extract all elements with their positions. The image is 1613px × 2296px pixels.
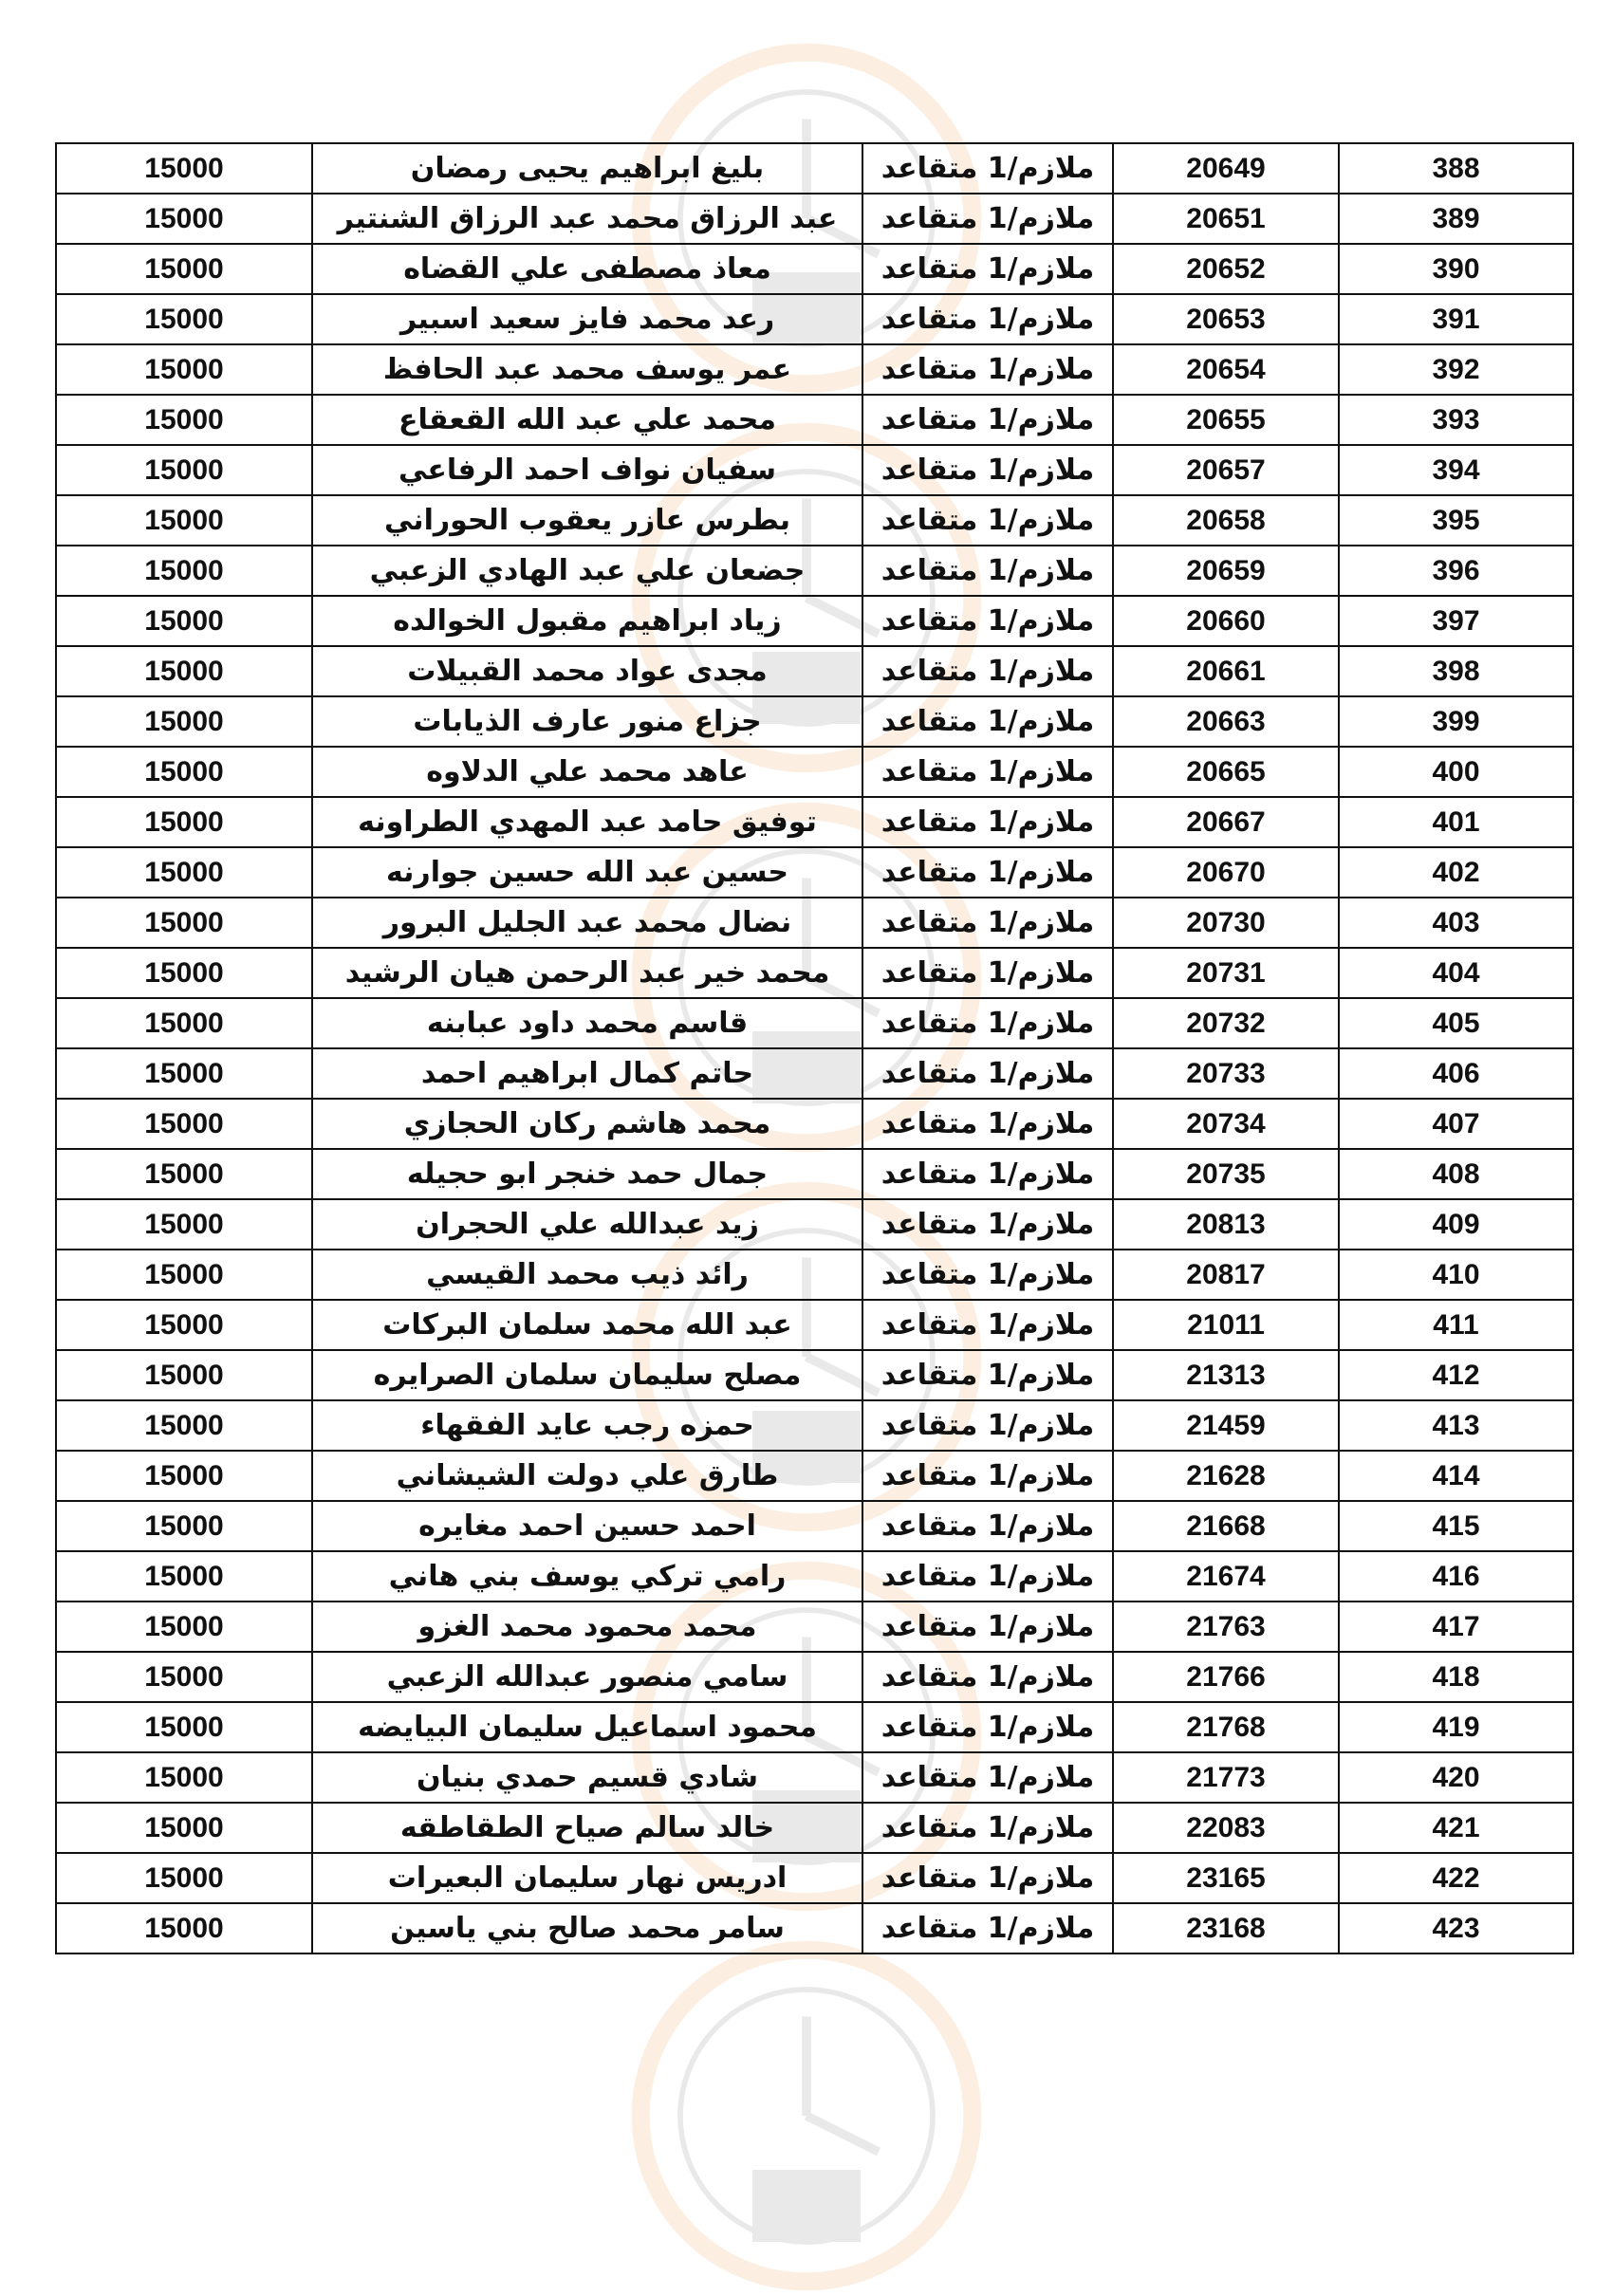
- rank-cell: ملازم/1 متقاعد: [862, 1752, 1113, 1803]
- amount-cell: 15000: [56, 1199, 312, 1250]
- table-row: [56, 194, 1573, 244]
- sequence-cell: 389: [1339, 194, 1573, 244]
- name-cell: زياد ابراهيم مقبول الخوالده: [312, 596, 862, 646]
- sequence-cell: 414: [1339, 1451, 1573, 1501]
- rank-cell: ملازم/1 متقاعد: [862, 596, 1113, 646]
- rank-cell: ملازم/1 متقاعد: [862, 1400, 1113, 1451]
- name-cell: محمد خير عبد الرحمن هيان الرشيد: [312, 948, 862, 998]
- sequence-cell: 420: [1339, 1752, 1573, 1803]
- table-row: [56, 1149, 1573, 1199]
- name-cell: محمود اسماعيل سليمان البيايضه: [312, 1702, 862, 1752]
- sequence-cell: 388: [1339, 143, 1573, 194]
- sequence-cell: 401: [1339, 797, 1573, 847]
- table-row: [56, 1903, 1573, 1953]
- table-row: [56, 1300, 1573, 1350]
- amount-cell: 15000: [56, 596, 312, 646]
- number-cell: 21459: [1113, 1400, 1339, 1451]
- number-cell: 20667: [1113, 797, 1339, 847]
- number-cell: 21766: [1113, 1652, 1339, 1702]
- number-cell: 21628: [1113, 1451, 1339, 1501]
- number-cell: 21763: [1113, 1602, 1339, 1652]
- sequence-cell: 403: [1339, 898, 1573, 948]
- number-cell: 21011: [1113, 1300, 1339, 1350]
- amount-cell: 15000: [56, 797, 312, 847]
- number-cell: 22083: [1113, 1803, 1339, 1853]
- name-cell: سامي منصور عبدالله الزعبي: [312, 1652, 862, 1702]
- sequence-cell: 399: [1339, 696, 1573, 747]
- table-row: [56, 998, 1573, 1048]
- rank-cell: ملازم/1 متقاعد: [862, 1551, 1113, 1602]
- name-cell: بليغ ابراهيم يحيى رمضان: [312, 143, 862, 194]
- sequence-cell: 421: [1339, 1803, 1573, 1853]
- number-cell: 20735: [1113, 1149, 1339, 1199]
- amount-cell: 15000: [56, 1400, 312, 1451]
- number-cell: 21768: [1113, 1702, 1339, 1752]
- rank-cell: ملازم/1 متقاعد: [862, 1602, 1113, 1652]
- table-row: [56, 495, 1573, 546]
- table-row: [56, 797, 1573, 847]
- rank-cell: ملازم/1 متقاعد: [862, 244, 1113, 294]
- number-cell: 21313: [1113, 1350, 1339, 1400]
- sequence-cell: 408: [1339, 1149, 1573, 1199]
- name-cell: شادي قسيم حمدي بنيان: [312, 1752, 862, 1803]
- rank-cell: ملازم/1 متقاعد: [862, 143, 1113, 194]
- amount-cell: 15000: [56, 395, 312, 445]
- sequence-cell: 407: [1339, 1099, 1573, 1149]
- table-row: [56, 1853, 1573, 1903]
- table-row: [56, 1250, 1573, 1300]
- table-row: [56, 344, 1573, 395]
- sequence-cell: 423: [1339, 1903, 1573, 1953]
- amount-cell: 15000: [56, 1350, 312, 1400]
- rank-cell: ملازم/1 متقاعد: [862, 1300, 1113, 1350]
- name-cell: جزاع منور عارف الذيابات: [312, 696, 862, 747]
- table-row: [56, 646, 1573, 696]
- name-cell: حمزه رجب عايد الفقهاء: [312, 1400, 862, 1451]
- table-row: [56, 1501, 1573, 1551]
- amount-cell: 15000: [56, 1903, 312, 1953]
- table-row: [56, 1602, 1573, 1652]
- amount-cell: 15000: [56, 244, 312, 294]
- sequence-cell: 395: [1339, 495, 1573, 546]
- sequence-cell: 418: [1339, 1652, 1573, 1702]
- number-cell: 20649: [1113, 143, 1339, 194]
- sequence-cell: 413: [1339, 1400, 1573, 1451]
- sequence-cell: 402: [1339, 847, 1573, 898]
- rank-cell: ملازم/1 متقاعد: [862, 1903, 1113, 1953]
- table-row: [56, 1551, 1573, 1602]
- amount-cell: 15000: [56, 948, 312, 998]
- number-cell: 20732: [1113, 998, 1339, 1048]
- table-row: [56, 747, 1573, 797]
- amount-cell: 15000: [56, 847, 312, 898]
- number-cell: 20658: [1113, 495, 1339, 546]
- table-row: [56, 1099, 1573, 1149]
- amount-cell: 15000: [56, 546, 312, 596]
- sequence-cell: 396: [1339, 546, 1573, 596]
- sequence-cell: 415: [1339, 1501, 1573, 1551]
- retirees-table: [55, 142, 1574, 1954]
- rank-cell: ملازم/1 متقاعد: [862, 495, 1113, 546]
- number-cell: 20659: [1113, 546, 1339, 596]
- number-cell: 23165: [1113, 1853, 1339, 1903]
- table-row: [56, 445, 1573, 495]
- table-row: [56, 948, 1573, 998]
- name-cell: عمر يوسف محمد عبد الحافظ: [312, 344, 862, 395]
- clock-logo-watermark-icon: [626, 1935, 987, 2296]
- sequence-cell: 406: [1339, 1048, 1573, 1099]
- amount-cell: 15000: [56, 1752, 312, 1803]
- name-cell: حسين عبد الله حسين جوارنه: [312, 847, 862, 898]
- name-cell: توفيق حامد عبد المهدي الطراونه: [312, 797, 862, 847]
- name-cell: معاذ مصطفى علي القضاه: [312, 244, 862, 294]
- table-row: [56, 1048, 1573, 1099]
- sequence-cell: 410: [1339, 1250, 1573, 1300]
- amount-cell: 15000: [56, 1803, 312, 1853]
- rank-cell: ملازم/1 متقاعد: [862, 1350, 1113, 1400]
- name-cell: رائد ذيب محمد القيسي: [312, 1250, 862, 1300]
- name-cell: حاتم كمال ابراهيم احمد: [312, 1048, 862, 1099]
- number-cell: 20655: [1113, 395, 1339, 445]
- rank-cell: ملازم/1 متقاعد: [862, 1652, 1113, 1702]
- name-cell: عاهد محمد علي الدلاوه: [312, 747, 862, 797]
- table-row: [56, 1350, 1573, 1400]
- table-row: [56, 1199, 1573, 1250]
- table-row: [56, 1702, 1573, 1752]
- sequence-cell: 392: [1339, 344, 1573, 395]
- retirees-table-body: [56, 143, 1573, 1953]
- name-cell: مصلح سليمان سلمان الصرايره: [312, 1350, 862, 1400]
- name-cell: جضعان علي عبد الهادي الزعبي: [312, 546, 862, 596]
- name-cell: مجدى عواد محمد القبيلات: [312, 646, 862, 696]
- table-row: [56, 1803, 1573, 1853]
- sequence-cell: 404: [1339, 948, 1573, 998]
- name-cell: عبد الله محمد سلمان البركات: [312, 1300, 862, 1350]
- name-cell: سفيان نواف احمد الرفاعي: [312, 445, 862, 495]
- number-cell: 20733: [1113, 1048, 1339, 1099]
- sequence-cell: 419: [1339, 1702, 1573, 1752]
- number-cell: 21674: [1113, 1551, 1339, 1602]
- name-cell: محمد محمود محمد الغزو: [312, 1602, 862, 1652]
- amount-cell: 15000: [56, 998, 312, 1048]
- amount-cell: 15000: [56, 646, 312, 696]
- sequence-cell: 398: [1339, 646, 1573, 696]
- name-cell: رعد محمد فايز سعيد اسبير: [312, 294, 862, 344]
- name-cell: بطرس عازر يعقوب الحوراني: [312, 495, 862, 546]
- sequence-cell: 416: [1339, 1551, 1573, 1602]
- name-cell: عبد الرزاق محمد عبد الرزاق الشنتير: [312, 194, 862, 244]
- amount-cell: 15000: [56, 747, 312, 797]
- amount-cell: 15000: [56, 344, 312, 395]
- sequence-cell: 405: [1339, 998, 1573, 1048]
- table-row: [56, 898, 1573, 948]
- table-row: [56, 546, 1573, 596]
- rank-cell: ملازم/1 متقاعد: [862, 1199, 1113, 1250]
- amount-cell: 15000: [56, 1250, 312, 1300]
- name-cell: خالد سالم صياح الطقاطقه: [312, 1803, 862, 1853]
- rank-cell: ملازم/1 متقاعد: [862, 194, 1113, 244]
- name-cell: قاسم محمد داود عبابنه: [312, 998, 862, 1048]
- rank-cell: ملازم/1 متقاعد: [862, 1853, 1113, 1903]
- amount-cell: 15000: [56, 696, 312, 747]
- name-cell: احمد حسين احمد مغايره: [312, 1501, 862, 1551]
- amount-cell: 15000: [56, 445, 312, 495]
- sequence-cell: 394: [1339, 445, 1573, 495]
- rank-cell: ملازم/1 متقاعد: [862, 1250, 1113, 1300]
- rank-cell: ملازم/1 متقاعد: [862, 1048, 1113, 1099]
- amount-cell: 15000: [56, 1099, 312, 1149]
- rank-cell: ملازم/1 متقاعد: [862, 1702, 1113, 1752]
- sequence-cell: 412: [1339, 1350, 1573, 1400]
- sequence-cell: 409: [1339, 1199, 1573, 1250]
- number-cell: 21773: [1113, 1752, 1339, 1803]
- rank-cell: ملازم/1 متقاعد: [862, 1451, 1113, 1501]
- rank-cell: ملازم/1 متقاعد: [862, 1149, 1113, 1199]
- name-cell: ادريس نهار سليمان البعيرات: [312, 1853, 862, 1903]
- sequence-cell: 417: [1339, 1602, 1573, 1652]
- name-cell: زيد عبدالله علي الحجران: [312, 1199, 862, 1250]
- sequence-cell: 391: [1339, 294, 1573, 344]
- rank-cell: ملازم/1 متقاعد: [862, 948, 1113, 998]
- table-row: [56, 696, 1573, 747]
- sequence-cell: 422: [1339, 1853, 1573, 1903]
- amount-cell: 15000: [56, 898, 312, 948]
- number-cell: 20817: [1113, 1250, 1339, 1300]
- number-cell: 20663: [1113, 696, 1339, 747]
- rank-cell: ملازم/1 متقاعد: [862, 898, 1113, 948]
- rank-cell: ملازم/1 متقاعد: [862, 747, 1113, 797]
- rank-cell: ملازم/1 متقاعد: [862, 847, 1113, 898]
- amount-cell: 15000: [56, 1451, 312, 1501]
- rank-cell: ملازم/1 متقاعد: [862, 395, 1113, 445]
- number-cell: 20657: [1113, 445, 1339, 495]
- amount-cell: 15000: [56, 294, 312, 344]
- sequence-cell: 400: [1339, 747, 1573, 797]
- sequence-cell: 411: [1339, 1300, 1573, 1350]
- rank-cell: ملازم/1 متقاعد: [862, 646, 1113, 696]
- number-cell: 20730: [1113, 898, 1339, 948]
- name-cell: نضال محمد عبد الجليل البرور: [312, 898, 862, 948]
- table-row: [56, 294, 1573, 344]
- amount-cell: 15000: [56, 1501, 312, 1551]
- name-cell: سامر محمد صالح بني ياسين: [312, 1903, 862, 1953]
- number-cell: 21668: [1113, 1501, 1339, 1551]
- number-cell: 20653: [1113, 294, 1339, 344]
- number-cell: 20813: [1113, 1199, 1339, 1250]
- amount-cell: 15000: [56, 1048, 312, 1099]
- rank-cell: ملازم/1 متقاعد: [862, 1501, 1113, 1551]
- amount-cell: 15000: [56, 1853, 312, 1903]
- table-row: [56, 244, 1573, 294]
- table-row: [56, 596, 1573, 646]
- table-row: [56, 847, 1573, 898]
- number-cell: 20660: [1113, 596, 1339, 646]
- number-cell: 20734: [1113, 1099, 1339, 1149]
- number-cell: 20652: [1113, 244, 1339, 294]
- amount-cell: 15000: [56, 1300, 312, 1350]
- name-cell: محمد علي عبد الله القعقاع: [312, 395, 862, 445]
- amount-cell: 15000: [56, 1551, 312, 1602]
- rank-cell: ملازم/1 متقاعد: [862, 998, 1113, 1048]
- number-cell: 20665: [1113, 747, 1339, 797]
- table-row: [56, 1451, 1573, 1501]
- number-cell: 20651: [1113, 194, 1339, 244]
- amount-cell: 15000: [56, 1149, 312, 1199]
- amount-cell: 15000: [56, 495, 312, 546]
- table-row: [56, 1652, 1573, 1702]
- sequence-cell: 393: [1339, 395, 1573, 445]
- number-cell: 20661: [1113, 646, 1339, 696]
- name-cell: طارق علي دولت الشيشاني: [312, 1451, 862, 1501]
- name-cell: رامي تركي يوسف بني هاني: [312, 1551, 862, 1602]
- rank-cell: ملازم/1 متقاعد: [862, 546, 1113, 596]
- number-cell: 20654: [1113, 344, 1339, 395]
- table-row: [56, 143, 1573, 194]
- sequence-cell: 390: [1339, 244, 1573, 294]
- table-row: [56, 1752, 1573, 1803]
- number-cell: 20670: [1113, 847, 1339, 898]
- name-cell: محمد هاشم ركان الحجازي: [312, 1099, 862, 1149]
- amount-cell: 15000: [56, 1652, 312, 1702]
- table-row: [56, 395, 1573, 445]
- amount-cell: 15000: [56, 194, 312, 244]
- rank-cell: ملازم/1 متقاعد: [862, 445, 1113, 495]
- name-cell: جمال حمد خنجر ابو حجيله: [312, 1149, 862, 1199]
- rank-cell: ملازم/1 متقاعد: [862, 1099, 1113, 1149]
- amount-cell: 15000: [56, 143, 312, 194]
- rank-cell: ملازم/1 متقاعد: [862, 294, 1113, 344]
- rank-cell: ملازم/1 متقاعد: [862, 344, 1113, 395]
- amount-cell: 15000: [56, 1702, 312, 1752]
- rank-cell: ملازم/1 متقاعد: [862, 797, 1113, 847]
- number-cell: 20731: [1113, 948, 1339, 998]
- table-row: [56, 1400, 1573, 1451]
- sequence-cell: 397: [1339, 596, 1573, 646]
- amount-cell: 15000: [56, 1602, 312, 1652]
- number-cell: 23168: [1113, 1903, 1339, 1953]
- rank-cell: ملازم/1 متقاعد: [862, 1803, 1113, 1853]
- rank-cell: ملازم/1 متقاعد: [862, 696, 1113, 747]
